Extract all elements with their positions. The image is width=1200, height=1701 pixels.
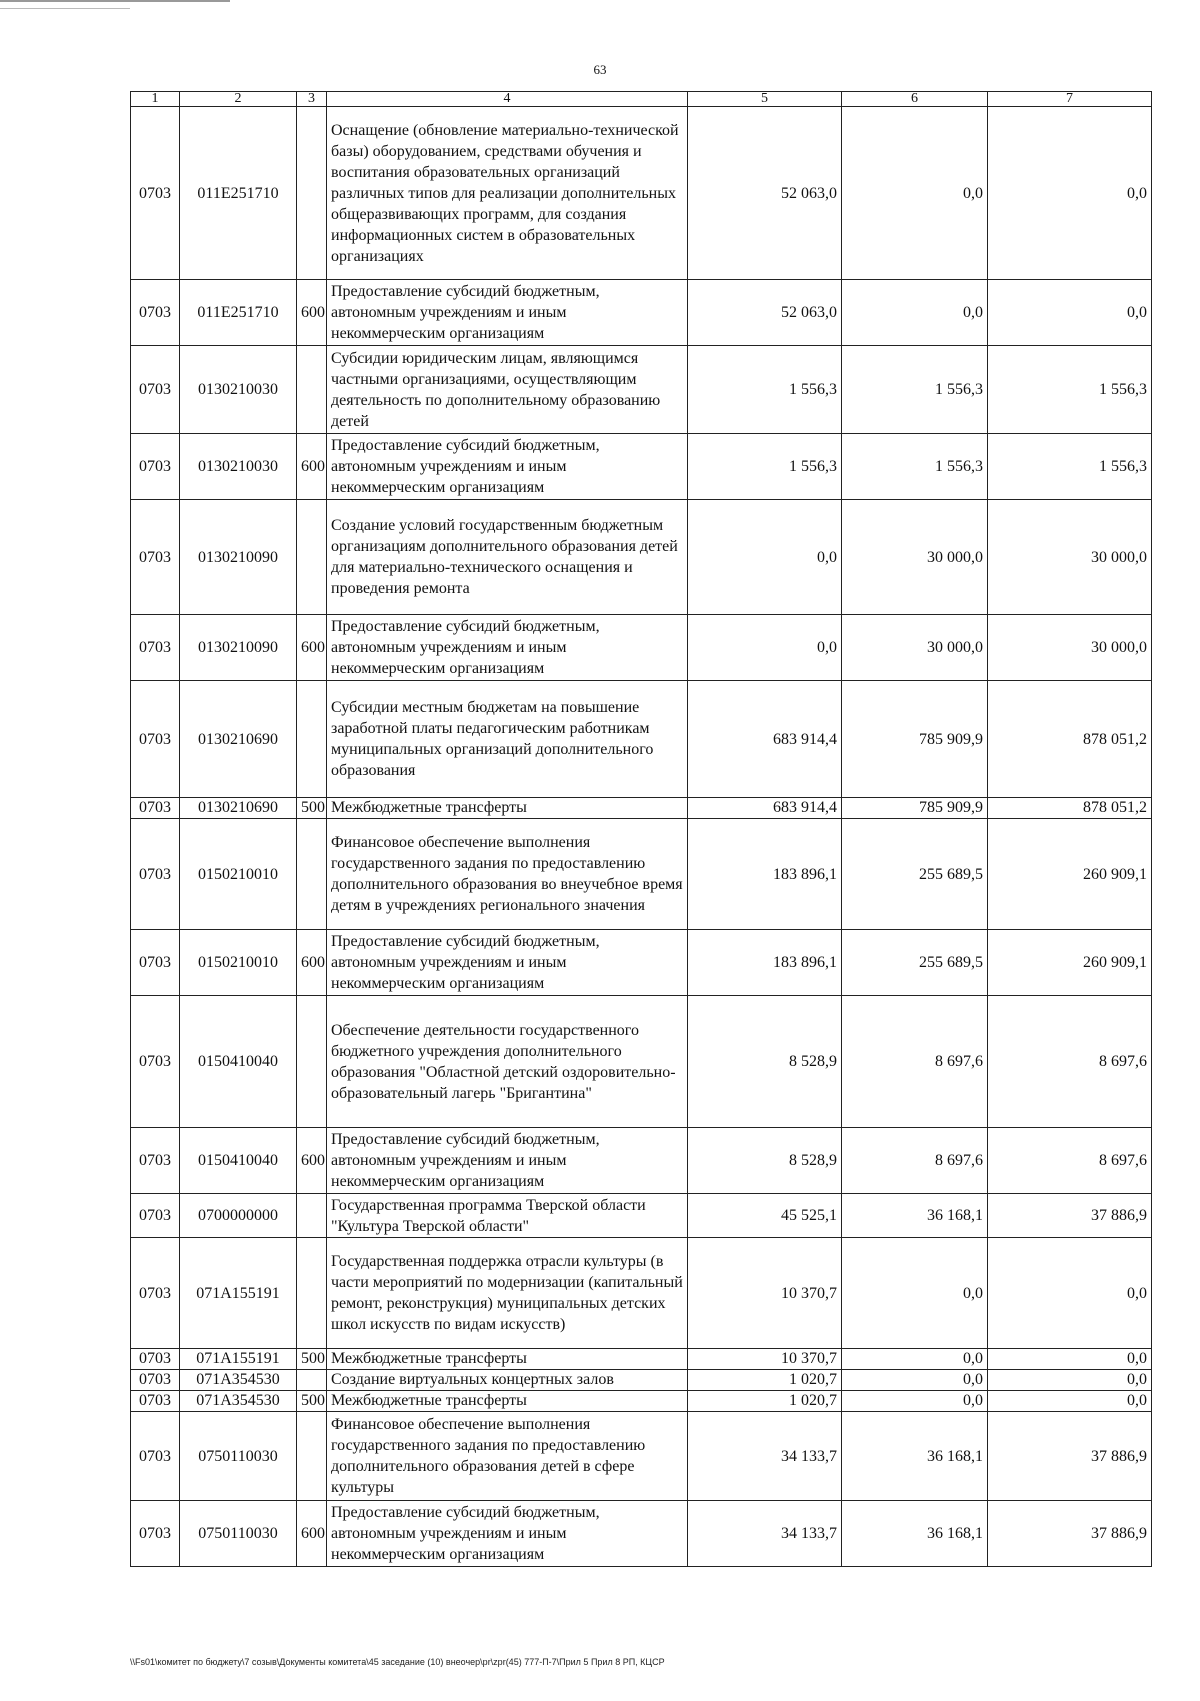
amount-col5: 1 556,3	[688, 434, 842, 500]
section-code: 0703	[131, 819, 180, 930]
amount-col5: 683 914,4	[688, 681, 842, 798]
section-code: 0703	[131, 1391, 180, 1412]
section-code: 0703	[131, 500, 180, 615]
target-item-code: 0700000000	[180, 1194, 297, 1238]
item-name: Оснащение (обновление материально-технической базы) оборудованием, средствами обучения и воспитания образовательных организаций различных типов для реализации дополнительных общеразвивающих программ, для создания информационных систем в образовательных организациях	[327, 107, 688, 280]
item-name: Государственная поддержка отрасли культуры (в части мероприятий по модернизации (капитальный ремонт, реконструкция) муниципальных детских школ искусств по видам искусств)	[327, 1238, 688, 1349]
amount-col5: 10 370,7	[688, 1349, 842, 1370]
target-item-code: 071A155191	[180, 1238, 297, 1349]
column-header: 6	[842, 92, 988, 107]
expense-type-code	[297, 1238, 327, 1349]
item-name: Обеспечение деятельности государственного бюджетного учреждения дополнительного образования "Областной детский оздоровительно-образовательный лагерь "Бригантина"	[327, 996, 688, 1128]
item-name: Межбюджетные трансферты	[327, 1391, 688, 1412]
section-code: 0703	[131, 434, 180, 500]
amount-col5: 52 063,0	[688, 107, 842, 280]
target-item-code: 0750110030	[180, 1501, 297, 1567]
amount-col5: 45 525,1	[688, 1194, 842, 1238]
amount-col5: 183 896,1	[688, 819, 842, 930]
amount-col5: 1 020,7	[688, 1370, 842, 1391]
column-header: 5	[688, 92, 842, 107]
amount-col7: 0,0	[988, 280, 1152, 346]
section-code: 0703	[131, 1128, 180, 1194]
file-path-footer: \\Fs01\комитет по бюджету\7 созыв\Документы комитета\45 заседание (10) внеочер\pr\zpr(45) 777-П-7\Прил 5 Прил 8 РП, КЦСР	[130, 1657, 665, 1667]
amount-col7: 1 556,3	[988, 346, 1152, 434]
item-name: Межбюджетные трансферты	[327, 798, 688, 819]
amount-col7: 37 886,9	[988, 1412, 1152, 1501]
target-item-code: 071A155191	[180, 1349, 297, 1370]
target-item-code: 011E251710	[180, 107, 297, 280]
target-item-code: 011E251710	[180, 280, 297, 346]
amount-col6: 30 000,0	[842, 500, 988, 615]
section-code: 0703	[131, 1370, 180, 1391]
item-name: Предоставление субсидий бюджетным, автономным учреждениям и иным некоммерческим организациям	[327, 280, 688, 346]
amount-col6: 0,0	[842, 1391, 988, 1412]
item-name: Создание виртуальных концертных залов	[327, 1370, 688, 1391]
expense-type-code: 500	[297, 798, 327, 819]
table-row	[131, 1370, 1152, 1391]
page-number: 63	[593, 62, 607, 77]
expense-type-code	[297, 1412, 327, 1501]
section-code: 0703	[131, 1238, 180, 1349]
amount-col5: 34 133,7	[688, 1412, 842, 1501]
table-row	[131, 346, 1152, 434]
expense-type-code	[297, 819, 327, 930]
expense-type-code: 600	[297, 280, 327, 346]
expense-type-code	[297, 500, 327, 615]
target-item-code: 0130210030	[180, 346, 297, 434]
amount-col5: 0,0	[688, 500, 842, 615]
amount-col6: 36 168,1	[842, 1194, 988, 1238]
section-code: 0703	[131, 1194, 180, 1238]
amount-col6: 8 697,6	[842, 996, 988, 1128]
item-name: Финансовое обеспечение выполнения государственного задания по предоставлению дополнительного образования детей в сфере культуры	[327, 1412, 688, 1501]
amount-col6: 785 909,9	[842, 798, 988, 819]
section-code: 0703	[131, 615, 180, 681]
column-header: 3	[297, 92, 327, 107]
table-row	[131, 500, 1152, 615]
target-item-code: 071A354530	[180, 1370, 297, 1391]
amount-col6: 785 909,9	[842, 681, 988, 798]
amount-col7: 30 000,0	[988, 500, 1152, 615]
table-row	[131, 930, 1152, 996]
amount-col5: 0,0	[688, 615, 842, 681]
item-name: Межбюджетные трансферты	[327, 1349, 688, 1370]
expense-type-code: 600	[297, 1501, 327, 1567]
table-row	[131, 1238, 1152, 1349]
item-name: Предоставление субсидий бюджетным, автономным учреждениям и иным некоммерческим организациям	[327, 1501, 688, 1567]
amount-col7: 878 051,2	[988, 681, 1152, 798]
expense-type-code	[297, 1194, 327, 1238]
item-name: Государственная программа Тверской области "Культура Тверской области"	[327, 1194, 688, 1238]
amount-col6: 30 000,0	[842, 615, 988, 681]
section-code: 0703	[131, 1501, 180, 1567]
expense-type-code	[297, 1370, 327, 1391]
amount-col5: 1 020,7	[688, 1391, 842, 1412]
item-name: Предоставление субсидий бюджетным, автономным учреждениям и иным некоммерческим организациям	[327, 1128, 688, 1194]
section-code: 0703	[131, 280, 180, 346]
amount-col5: 34 133,7	[688, 1501, 842, 1567]
amount-col6: 0,0	[842, 1238, 988, 1349]
target-item-code: 0130210690	[180, 798, 297, 819]
amount-col6: 0,0	[842, 1349, 988, 1370]
item-name: Финансовое обеспечение выполнения государственного задания по предоставлению дополнительного образования во внеучебное время детям в учреждениях регионального значения	[327, 819, 688, 930]
scan-edge-line	[0, 0, 230, 2]
table-row	[131, 1194, 1152, 1238]
table-row	[131, 798, 1152, 819]
target-item-code: 0130210030	[180, 434, 297, 500]
section-code: 0703	[131, 798, 180, 819]
amount-col7: 8 697,6	[988, 996, 1152, 1128]
table-row	[131, 434, 1152, 500]
amount-col6: 255 689,5	[842, 930, 988, 996]
amount-col6: 0,0	[842, 107, 988, 280]
target-item-code: 0130210090	[180, 500, 297, 615]
amount-col6: 1 556,3	[842, 346, 988, 434]
section-code: 0703	[131, 681, 180, 798]
target-item-code: 0750110030	[180, 1412, 297, 1501]
amount-col7: 0,0	[988, 1349, 1152, 1370]
table-header-row	[131, 92, 1152, 107]
expense-type-code	[297, 996, 327, 1128]
amount-col5: 683 914,4	[688, 798, 842, 819]
section-code: 0703	[131, 930, 180, 996]
budget-table	[130, 91, 1152, 1567]
expense-type-code: 600	[297, 615, 327, 681]
amount-col7: 37 886,9	[988, 1194, 1152, 1238]
amount-col5: 183 896,1	[688, 930, 842, 996]
target-item-code: 0130210690	[180, 681, 297, 798]
item-name: Субсидии местным бюджетам на повышение заработной платы педагогическим работникам муниципальных организаций дополнительного образования	[327, 681, 688, 798]
table-row	[131, 280, 1152, 346]
amount-col7: 0,0	[988, 107, 1152, 280]
table-row	[131, 996, 1152, 1128]
table-row	[131, 1412, 1152, 1501]
expense-type-code: 600	[297, 930, 327, 996]
expense-type-code	[297, 681, 327, 798]
amount-col6: 1 556,3	[842, 434, 988, 500]
amount-col6: 0,0	[842, 280, 988, 346]
amount-col6: 255 689,5	[842, 819, 988, 930]
amount-col7: 0,0	[988, 1391, 1152, 1412]
expense-type-code: 500	[297, 1391, 327, 1412]
target-item-code: 0150410040	[180, 996, 297, 1128]
item-name: Предоставление субсидий бюджетным, автономным учреждениям и иным некоммерческим организациям	[327, 615, 688, 681]
amount-col5: 8 528,9	[688, 996, 842, 1128]
table-row	[131, 819, 1152, 930]
table-row	[131, 1391, 1152, 1412]
section-code: 0703	[131, 1349, 180, 1370]
item-name: Предоставление субсидий бюджетным, автономным учреждениям и иным некоммерческим организациям	[327, 434, 688, 500]
amount-col6: 8 697,6	[842, 1128, 988, 1194]
item-name: Предоставление субсидий бюджетным, автономным учреждениям и иным некоммерческим организациям	[327, 930, 688, 996]
expense-type-code: 600	[297, 1128, 327, 1194]
amount-col5: 1 556,3	[688, 346, 842, 434]
table-row	[131, 1128, 1152, 1194]
amount-col7: 37 886,9	[988, 1501, 1152, 1567]
expense-type-code: 500	[297, 1349, 327, 1370]
column-header: 7	[988, 92, 1152, 107]
table-row	[131, 1349, 1152, 1370]
item-name: Субсидии юридическим лицам, являющимся частными организациями, осуществляющим деятельность по дополнительному образованию детей	[327, 346, 688, 434]
table-row	[131, 107, 1152, 280]
amount-col7: 0,0	[988, 1238, 1152, 1349]
target-item-code: 0150210010	[180, 819, 297, 930]
amount-col5: 8 528,9	[688, 1128, 842, 1194]
target-item-code: 071A354530	[180, 1391, 297, 1412]
target-item-code: 0130210090	[180, 615, 297, 681]
table-row	[131, 615, 1152, 681]
section-code: 0703	[131, 1412, 180, 1501]
amount-col6: 36 168,1	[842, 1412, 988, 1501]
amount-col5: 10 370,7	[688, 1238, 842, 1349]
section-code: 0703	[131, 107, 180, 280]
amount-col7: 260 909,1	[988, 819, 1152, 930]
column-header: 1	[131, 92, 180, 107]
target-item-code: 0150210010	[180, 930, 297, 996]
amount-col7: 878 051,2	[988, 798, 1152, 819]
column-header: 4	[327, 92, 688, 107]
amount-col5: 52 063,0	[688, 280, 842, 346]
scan-edge-line	[0, 8, 130, 9]
expense-type-code	[297, 107, 327, 280]
amount-col7: 0,0	[988, 1370, 1152, 1391]
amount-col7: 260 909,1	[988, 930, 1152, 996]
column-header: 2	[180, 92, 297, 107]
amount-col7: 8 697,6	[988, 1128, 1152, 1194]
table-row	[131, 1501, 1152, 1567]
section-code: 0703	[131, 346, 180, 434]
amount-col6: 36 168,1	[842, 1501, 988, 1567]
item-name: Создание условий государственным бюджетным организациям дополнительного образования детей для материально-технического оснащения и проведения ремонта	[327, 500, 688, 615]
amount-col7: 30 000,0	[988, 615, 1152, 681]
amount-col6: 0,0	[842, 1370, 988, 1391]
expense-type-code: 600	[297, 434, 327, 500]
section-code: 0703	[131, 996, 180, 1128]
amount-col7: 1 556,3	[988, 434, 1152, 500]
table-row	[131, 681, 1152, 798]
target-item-code: 0150410040	[180, 1128, 297, 1194]
expense-type-code	[297, 346, 327, 434]
